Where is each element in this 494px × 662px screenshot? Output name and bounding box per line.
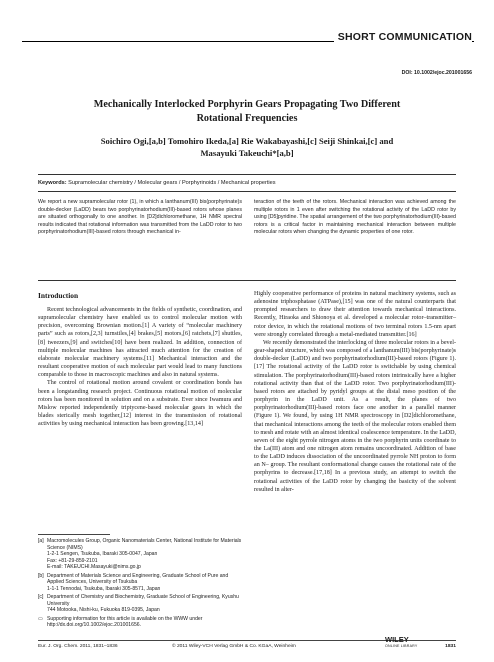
page-number: 1831 <box>445 644 456 649</box>
abstract-left: We report a new supramolecular rotor (1), in which a lanthanum(III) bis(porphyrinate)s double-decker (LaDD) bears two porphyrinatorhodium(III)-based rotors whose planes are situated orthogonally to one another. In [D2]dichloromethane, 1H NMR spectral results indicated that rotational information was transmitted from the LaDD rotor to two porphyrinatorhodium(III)-based rotors through mechanical in- <box>38 199 242 236</box>
paragraph: Recent technological advancements in the fields of synthetic, coordination, and supramolecular chemistry have enabled us to control molecular motion with precision, overcoming Brownian motion.[1] A variety of “molecular machinery parts” such as rotors,[2,3] turnstiles,[4] brakes,[5] motors,[6] ratchets,[7] shuttles,[8] tweezers,[9] and switches[10] have been realized. In addition, connection of multiple molecular machines has attracted much attention for the creation of elaborate molecular machinery systems.[11] Mechanical interaction and the resultant cooperative motion of each molecular part would lead to many functions comparable to those in macroscopic machines and also in natural systems. <box>38 307 242 379</box>
supporting-info-link[interactable]: Supporting information for this article is available on the WWW under http://dx.doi.org/10.1002/ejoc.201001656. <box>47 615 203 628</box>
abstract-right: teraction of the teeth of the rotors. Mechanical interaction was achieved among the multiple rotors in 1 even after switching the rotational activity of the LaDD rotor by using [D5]pyridine. The spatial arrangement of the two porphyrinatorhodium(III)-based rotors is a critical factor in maintaining mechanical interaction between multiple molecular rotors when changing the dynamic properties of one rotor. <box>254 199 456 236</box>
paragraph: The control of rotational motion around covalent or coordination bonds has been a longstanding research project. Continuous rotational motion of molecular rotors has been monitored in solution and on a substrate. Ever since Iwamura and Mislow reported independently triptycene-based molecular gears in which the blades sterically mesh together,[12] interest in the transmission of rotational activities by using mechanical interaction has been growing.[13,14] <box>38 380 242 428</box>
supporting-info <box>38 616 242 629</box>
author-list <box>40 135 454 159</box>
paragraph: Highly cooperative performance of proteins in natural machinery systems, such as adenosine triphosphatase (ATPase),[15] was one of the natural counterparts that prompted researchers to draw their attention towards mechanical interactions. Recently, Hiraoka and Shionoya et al. developed a molecular rotor–transmitter–rotor device, in which the rotational motions of two terminal rotors 1.5-nm apart were strongly correlated through a metal-mediated transmitter.[16] <box>254 291 456 338</box>
wiley-logo[interactable] <box>385 637 418 649</box>
affiliations-rule <box>38 534 110 535</box>
section-label: SHORT COMMUNICATION <box>334 31 472 43</box>
title-line-2: Rotational Frequencies <box>196 112 298 124</box>
affiliation-a: [a] Macromolecules Group, Organic Nanomaterials Center, National Institute for Materials Science (NIMS) 1-2-1 Sengen, Tsukuba, Ibaraki 305-0047, Japan Fax: +81-29-859-2101 E-mail: TAKEUCHI.Masayuki@nims.go.jp <box>38 538 242 570</box>
journal-citation: Eur. J. Org. Chem. 2011, 1831–1836 <box>38 644 118 649</box>
affiliation-b: [b] Department of Materials Science and Engineering, Graduate School of Pure and Applied Sciences, University of Tsukuba 1-1-1 Tennodai, Tsukuba, Ibaraki 305-8571, Japan <box>38 572 229 592</box>
affiliations <box>38 538 242 629</box>
copyright: © 2011 Wiley-VCH Verlag GmbH & Co. KGaA, Weinheim <box>172 644 296 649</box>
wiley-logo-subtext: ONLINE LIBRARY <box>385 644 418 648</box>
doi[interactable]: DOI: 10.1002/ejoc.201001656 <box>401 70 472 76</box>
keywords-label: Keywords: <box>38 180 67 186</box>
keywords-rule-bottom <box>38 191 456 192</box>
email-link[interactable]: E-mail: TAKEUCHI.Masayuki@nims.go.jp <box>47 564 141 570</box>
keywords-rule-top <box>38 174 456 175</box>
paragraph: We recently demonstrated the interlocking of three molecular rotors in a bevel-gear-shaped structure, which was composed of a lanthanum(III) bis(porphyrinate)s double-decker (LaDD) and two porphyrinatorhodium(III)-based rotors (Figure 1).[17] The rotational activity of the LaDD rotor is switchable by using chemical stimulation. The porphyrinatorhodium(III)-based rotors intrinsically have a higher rotational activity than that of the LaDD rotor. Two porphyrinatorhodium(III)-based rotors are attached by pyridyl groups at the distal meso position of the porphyrin in the LaDD unit. As a result, the planes of two porphyrinatorhodium(III)-based rotors face one another in a parallel manner (Figure 1). We found, by using 1H NMR spectroscopy in [D2]dichloromethane, that mechanical interactions among the teeth of the molecular rotors enabled them to mesh and rotate with an almost identical coalescence temperature. In the LaDD, seven of the eight pyrrole nitrogen atoms in the two porphyrin units coordinate to the La(III) atom and one nitrogen atom remains uncoordinated. Addition of base to the LaDD induces dissociation of the uncoordinated pyrrole NH proton to form an N– group. The resultant conformational change causes the rotational rate of the porphyrins to decrease.[17,18] In a previous study, an attempt to switch the rotational activities of the LaDD rotor by changing the basicity of the solvent resulted in alter- <box>254 339 456 493</box>
abstract-separator <box>38 280 456 281</box>
authors-line-2: Masayuki Takeuchi*[a,b] <box>200 148 294 158</box>
keywords <box>38 179 456 187</box>
supporting-info-icon: ▭ <box>38 615 43 622</box>
body-column-right <box>254 290 456 494</box>
wiley-logo-text: WILEY <box>385 635 409 644</box>
article-title <box>40 98 454 125</box>
section-heading-introduction: Introduction <box>38 291 79 300</box>
keywords-list: Supramolecular chemistry / Molecular gears / Porphyrinoids / Mechanical properties <box>68 180 276 186</box>
authors-line-1: Soichiro Ogi,[a,b] Tomohiro Ikeda,[a] Rie Wakabayashi,[c] Seiji Shinkai,[c] and <box>100 136 394 146</box>
affiliation-c: [c] Department of Chemistry and Biochemistry, Graduate School of Engineering, Kyushu University 744 Motooka, Nishi-ku, Fukuoka 819-0395, Japan <box>38 594 239 613</box>
title-line-1: Mechanically Interlocked Porphyrin Gears Propagating Two Different <box>93 99 401 110</box>
body-column-left <box>38 306 242 428</box>
